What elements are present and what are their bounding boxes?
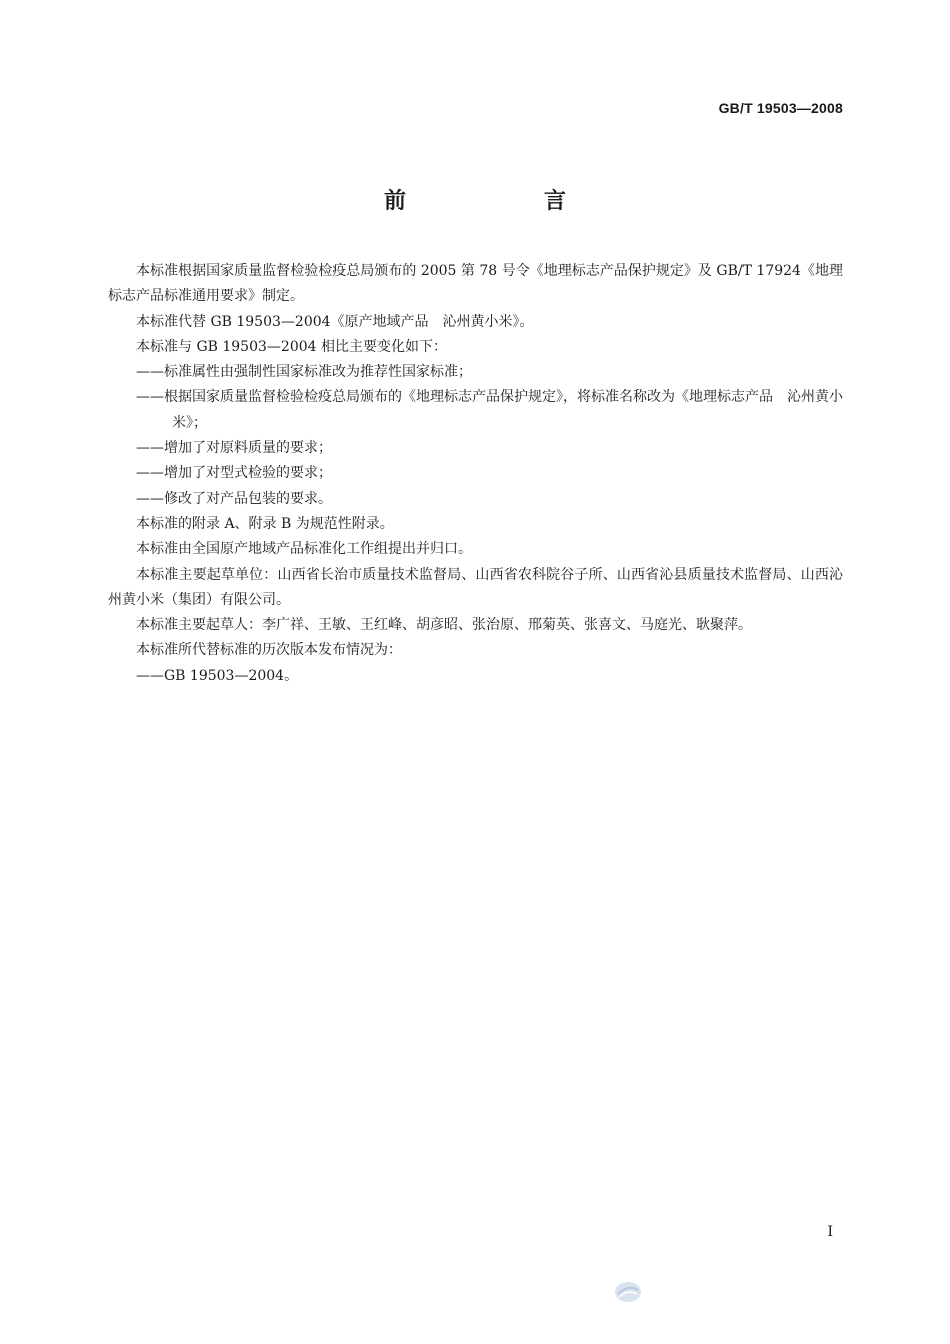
change-item: ——增加了对原料质量的要求； xyxy=(136,440,332,457)
page-number: I xyxy=(827,1224,833,1240)
sac-logo-icon xyxy=(613,1280,643,1304)
change-item: ——标准属性由强制性国家标准改为推荐性国家标准； xyxy=(136,364,472,381)
standard-code: GB/T 19503—2008 xyxy=(718,100,843,116)
paragraph-replaces: 本标准代替 GB 19503—2004《原产地域产品 沁州黄小米》。 xyxy=(136,313,534,330)
document-body xyxy=(108,259,843,689)
paragraph-history-intro: 本标准所代替标准的历次版本发布情况为： xyxy=(136,642,402,659)
change-item: ——修改了对产品包装的要求。 xyxy=(136,490,332,507)
history-item: ——GB 19503—2004。 xyxy=(136,667,299,684)
paragraph-basis: 本标准根据国家质量监督检验检疫总局颁布的 2005 第 78 号令《地理标志产品保护规定》及 GB/T 17924《地理标志产品标准通用要求》制定。 xyxy=(108,263,843,305)
paragraph-proposer: 本标准由全国原产地域产品标准化工作组提出并归口。 xyxy=(136,541,472,558)
paragraph-drafting-units: 本标准主要起草单位：山西省长治市质量技术监督局、山西省农科院谷子所、山西省沁县质量技术监督局、山西沁州黄小米（集团）有限公司。 xyxy=(108,566,843,608)
change-item: ——根据国家质量监督检验检疫总局颁布的《地理标志产品保护规定》，将标准名称改为《地理标志产品 沁州黄小米》； xyxy=(136,389,843,431)
paragraph-drafters: 本标准主要起草人：李广祥、王敏、王红峰、胡彦昭、张治原、邢菊英、张喜文、马庭光、耿聚萍。 xyxy=(136,617,752,634)
page-title: 前 言 xyxy=(383,189,624,214)
paragraph-changes-intro: 本标准与 GB 19503—2004 相比主要变化如下： xyxy=(136,338,447,355)
paragraph-appendix: 本标准的附录 A、附录 B 为规范性附录。 xyxy=(136,515,394,532)
change-item: ——增加了对型式检验的要求； xyxy=(136,465,332,482)
